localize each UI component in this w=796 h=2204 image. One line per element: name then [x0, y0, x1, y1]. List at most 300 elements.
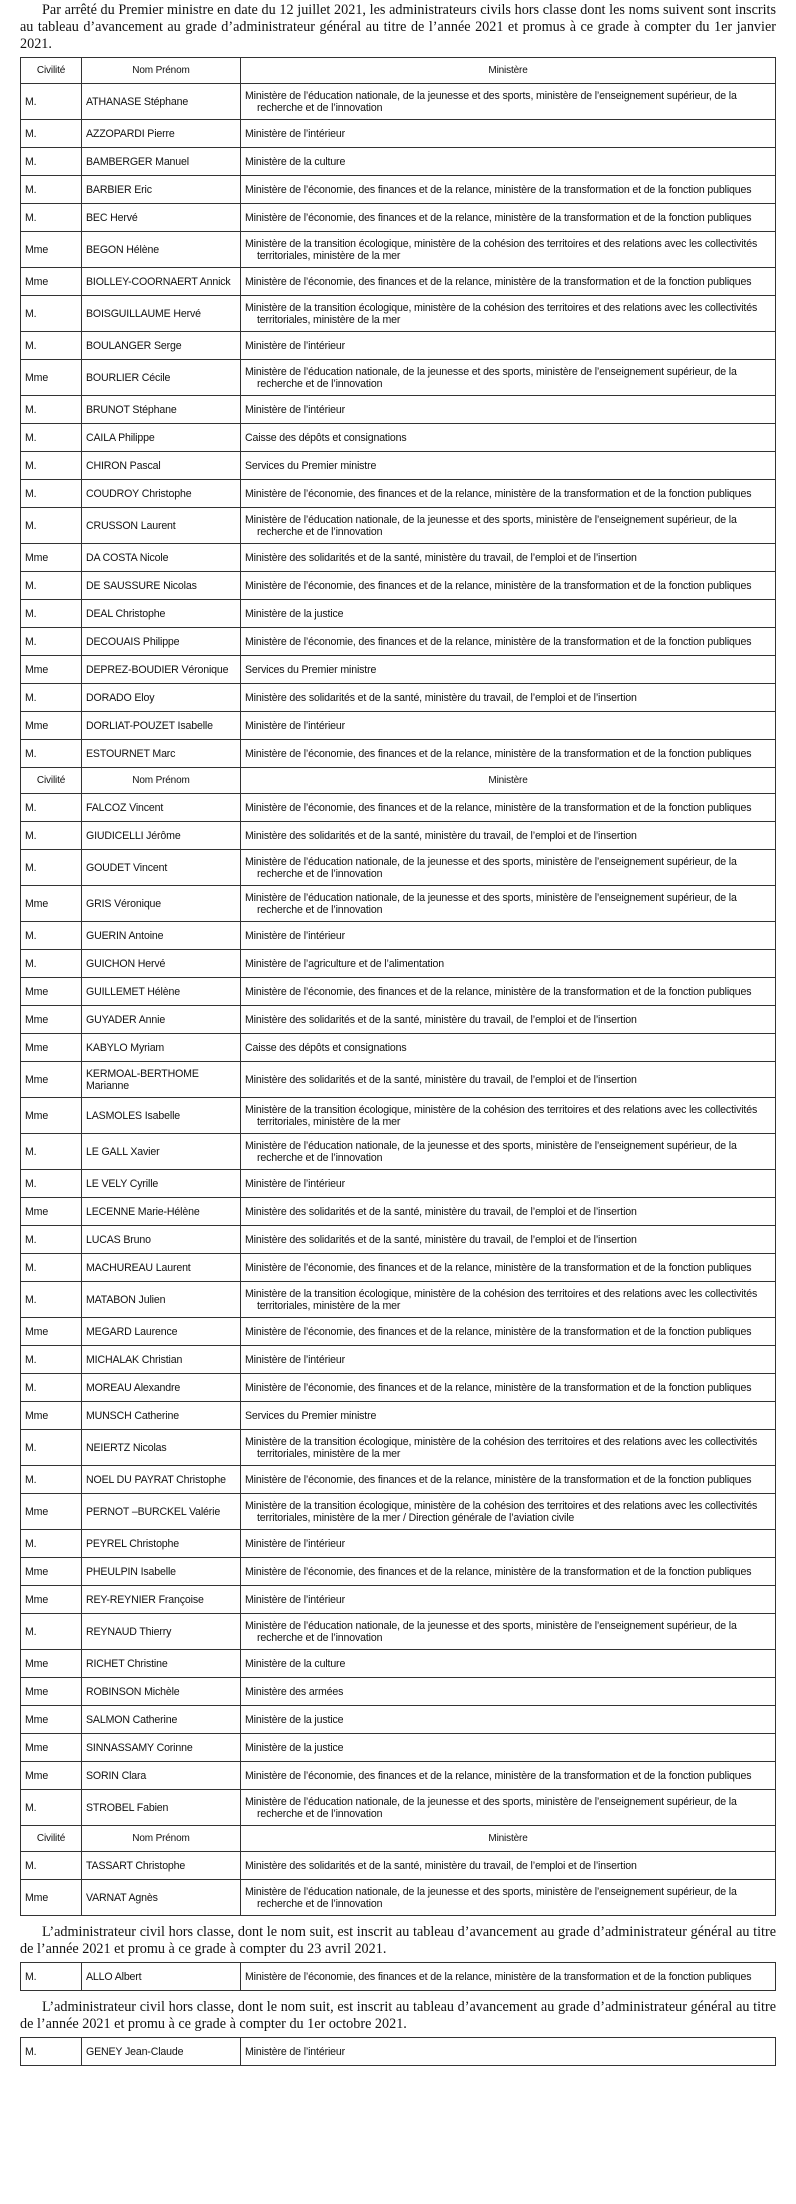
- table-row: [21, 232, 776, 268]
- name-text: LASMOLES Isabelle: [86, 1109, 181, 1122]
- name-cell: [82, 1226, 241, 1254]
- table-row: [21, 1963, 776, 1991]
- table-row: [21, 508, 776, 544]
- ministry-text-continued: recherche et de l’innovation: [257, 1151, 383, 1164]
- table-row: [21, 1062, 776, 1098]
- ministry-cell: [241, 1790, 776, 1826]
- civilite-cell: Mme: [21, 1586, 82, 1614]
- ministry-cell: [241, 1374, 776, 1402]
- civilite-cell: M.: [21, 822, 82, 850]
- ministry-text: Ministère de l’économie, des finances et de la relance, ministère de la transformation et de la fonction publiques: [245, 1473, 752, 1486]
- name-text: ALLO Albert: [86, 1970, 142, 1983]
- civilite-cell: M.: [21, 1466, 82, 1494]
- ministry-cell: [241, 232, 776, 268]
- civilite-cell: M.: [21, 1282, 82, 1318]
- name-text: MOREAU Alexandre: [86, 1381, 181, 1394]
- name-cell: [82, 1650, 241, 1678]
- name-text: PEYREL Christophe: [86, 1537, 180, 1550]
- name-text: STROBEL Fabien: [86, 1801, 169, 1814]
- name-cell: [82, 712, 241, 740]
- table-row: [21, 1880, 776, 1916]
- name-cell: [82, 1062, 241, 1098]
- ministry-text: Ministère de l’éducation nationale, de la jeunesse et des sports, ministère de l’enseignement supérieur, de la: [245, 855, 737, 868]
- ministry-text: Ministère de l’intérieur: [245, 1593, 346, 1606]
- table-row: [21, 600, 776, 628]
- civilite-cell: M.: [21, 1170, 82, 1198]
- name-cell: [82, 922, 241, 950]
- ministry-text: Ministère de l’économie, des finances et de la relance, ministère de la transformation et de la fonction publiques: [245, 275, 752, 288]
- table-2: [20, 1962, 776, 1991]
- table-row: [21, 1198, 776, 1226]
- ministry-text: Ministère de l’économie, des finances et de la relance, ministère de la transformation et de la fonction publiques: [245, 1970, 752, 1983]
- ministry-text-continued: territoriales, ministère de la mer: [257, 313, 401, 326]
- ministry-cell: [241, 1254, 776, 1282]
- ministry-cell: [241, 480, 776, 508]
- ministry-text: Services du Premier ministre: [245, 459, 377, 472]
- table-part-c: [20, 1825, 776, 1916]
- ministry-text: Ministère de l’économie, des finances et de la relance, ministère de la transformation et de la fonction publiques: [245, 801, 752, 814]
- name-text: SORIN Clara: [86, 1769, 147, 1782]
- intro-paragraph-1: Par arrêté du Premier ministre en date du 12 juillet 2021, les administrateurs civils hors classe dont les noms suivent sont inscrits au tableau d’avancement au grade d’administrateur général au titre de l’année 2021 et promus à ce grade à compter du 1er janvier 2021.: [20, 2, 776, 52]
- name-cell: [82, 1254, 241, 1282]
- civilite-cell: M.: [21, 628, 82, 656]
- name-text: GUERIN Antoine: [86, 929, 164, 942]
- table-row: [21, 1558, 776, 1586]
- name-text: VARNAT Agnès: [86, 1891, 158, 1904]
- civilite-cell: Mme: [21, 1678, 82, 1706]
- name-cell: [82, 1134, 241, 1170]
- civilite-cell: Mme: [21, 1318, 82, 1346]
- table-row: [21, 1006, 776, 1034]
- name-cell: [82, 148, 241, 176]
- ministry-text: Ministère de l’intérieur: [245, 339, 346, 352]
- civilite-cell: Mme: [21, 1762, 82, 1790]
- name-text: BARBIER Eric: [86, 183, 152, 196]
- table-row: [21, 84, 776, 120]
- name-cell: [82, 1790, 241, 1826]
- table-row: [21, 1852, 776, 1880]
- civilite-cell: Mme: [21, 1734, 82, 1762]
- name-cell: [82, 1374, 241, 1402]
- ministry-cell: [241, 1530, 776, 1558]
- table-row: [21, 1098, 776, 1134]
- name-text: CHIRON Pascal: [86, 459, 161, 472]
- name-cell: [82, 480, 241, 508]
- ministry-text: Ministère des solidarités et de la santé, ministère du travail, de l’emploi et de l’insertion: [245, 691, 637, 704]
- table-row: [21, 950, 776, 978]
- name-text: RICHET Christine: [86, 1657, 168, 1670]
- header-ministere: Ministère: [241, 58, 776, 84]
- name-cell: [82, 886, 241, 922]
- table-row: [21, 1494, 776, 1530]
- name-text: GENEY Jean-Claude: [86, 2045, 184, 2058]
- name-cell: [82, 204, 241, 232]
- ministry-cell: [241, 740, 776, 768]
- name-text: DORLIAT-POUZET Isabelle: [86, 719, 213, 732]
- name-cell: [82, 396, 241, 424]
- civilite-cell: M.: [21, 332, 82, 360]
- ministry-cell: [241, 1034, 776, 1062]
- ministry-cell: [241, 712, 776, 740]
- table-row: [21, 1762, 776, 1790]
- civilite-cell: M.: [21, 740, 82, 768]
- civilite-cell: M.: [21, 572, 82, 600]
- civilite-cell: M.: [21, 1963, 82, 1991]
- ministry-cell: [241, 1586, 776, 1614]
- ministry-text: Ministère de l’éducation nationale, de la jeunesse et des sports, ministère de l’enseignement supérieur, de la: [245, 1885, 737, 1898]
- name-cell: [82, 1198, 241, 1226]
- ministry-cell: [241, 950, 776, 978]
- table-row: [21, 1318, 776, 1346]
- ministry-text: Ministère de la transition écologique, ministère de la cohésion des territoires et des relations avec les collectivités: [245, 1435, 758, 1448]
- name-text: ROBINSON Michèle: [86, 1685, 180, 1698]
- table-3: [20, 2037, 776, 2066]
- header-nom: Nom Prénom: [82, 768, 241, 794]
- ministry-text: Caisse des dépôts et consignations: [245, 1041, 407, 1054]
- ministry-text: Ministère de l’intérieur: [245, 1177, 346, 1190]
- ministry-cell: [241, 1226, 776, 1254]
- table-row: [21, 1430, 776, 1466]
- civilite-cell: M.: [21, 850, 82, 886]
- ministry-text: Ministère de l’éducation nationale, de la jeunesse et des sports, ministère de l’enseignement supérieur, de la: [245, 365, 737, 378]
- name-cell: [82, 740, 241, 768]
- ministry-text-continued: recherche et de l’innovation: [257, 101, 383, 114]
- name-cell: [82, 1318, 241, 1346]
- table-row: [21, 1530, 776, 1558]
- civilite-cell: Mme: [21, 886, 82, 922]
- name-cell: [82, 1880, 241, 1916]
- name-text: TASSART Christophe: [86, 1859, 186, 1872]
- name-cell: [82, 1282, 241, 1318]
- ministry-text: Ministère de la transition écologique, ministère de la cohésion des territoires et des relations avec les collectivités: [245, 1287, 758, 1300]
- ministry-cell: [241, 1963, 776, 1991]
- ministry-cell: [241, 656, 776, 684]
- ministry-cell: [241, 424, 776, 452]
- name-cell: [82, 850, 241, 886]
- ministry-cell: [241, 1170, 776, 1198]
- ministry-cell: [241, 600, 776, 628]
- ministry-text: Ministère de l’économie, des finances et de la relance, ministère de la transformation et de la fonction publiques: [245, 1325, 752, 1338]
- ministry-cell: [241, 360, 776, 396]
- header-civilite: Civilité: [21, 768, 82, 794]
- civilite-cell: Mme: [21, 1402, 82, 1430]
- ministry-text: Caisse des dépôts et consignations: [245, 431, 407, 444]
- name-cell: [82, 508, 241, 544]
- name-cell: [82, 1586, 241, 1614]
- table-row: [21, 656, 776, 684]
- ministry-cell: [241, 794, 776, 822]
- table-row: [21, 396, 776, 424]
- civilite-cell: M.: [21, 84, 82, 120]
- ministry-cell: [241, 148, 776, 176]
- table-row: [21, 1346, 776, 1374]
- civilite-cell: M.: [21, 1226, 82, 1254]
- ministry-cell: [241, 452, 776, 480]
- ministry-text: Ministère de l’intérieur: [245, 1353, 346, 1366]
- name-text: DEPREZ-BOUDIER Véronique: [86, 663, 229, 676]
- ministry-text-continued: territoriales, ministère de la mer / Direction générale de l’aviation civile: [257, 1511, 575, 1524]
- ministry-cell: [241, 1678, 776, 1706]
- ministry-text-continued: recherche et de l’innovation: [257, 1897, 383, 1910]
- civilite-cell: Mme: [21, 1034, 82, 1062]
- ministry-cell: [241, 1762, 776, 1790]
- civilite-cell: Mme: [21, 360, 82, 396]
- name-text: DA COSTA Nicole: [86, 551, 169, 564]
- ministry-cell: [241, 572, 776, 600]
- civilite-cell: M.: [21, 1254, 82, 1282]
- name-cell: [82, 1678, 241, 1706]
- ministry-text: Ministère de la culture: [245, 1657, 346, 1670]
- ministry-text: Ministère de la transition écologique, ministère de la cohésion des territoires et des relations avec les collectivités: [245, 237, 758, 250]
- name-text: ESTOURNET Marc: [86, 747, 176, 760]
- ministry-text: Ministère de la culture: [245, 155, 346, 168]
- ministry-cell: [241, 544, 776, 572]
- name-text: DORADO Eloy: [86, 691, 155, 704]
- table-row: [21, 1734, 776, 1762]
- name-cell: [82, 1006, 241, 1034]
- table-row: [21, 544, 776, 572]
- name-cell: [82, 1034, 241, 1062]
- name-cell: [82, 1530, 241, 1558]
- ministry-cell: [241, 2038, 776, 2066]
- name-cell: [82, 822, 241, 850]
- name-text: COUDROY Christophe: [86, 487, 192, 500]
- name-cell: [82, 1170, 241, 1198]
- civilite-cell: M.: [21, 1134, 82, 1170]
- table-row: [21, 1170, 776, 1198]
- name-text: SALMON Catherine: [86, 1713, 178, 1726]
- name-text: CAILA Philippe: [86, 431, 155, 444]
- civilite-cell: M.: [21, 176, 82, 204]
- ministry-text-continued: recherche et de l’innovation: [257, 377, 383, 390]
- name-cell: [82, 176, 241, 204]
- name-text: GOUDET Vincent: [86, 861, 168, 874]
- table-row: [21, 360, 776, 396]
- table-row: [21, 204, 776, 232]
- name-text: BOISGUILLAUME Hervé: [86, 307, 201, 320]
- ministry-cell: [241, 628, 776, 656]
- ministry-text-continued: territoriales, ministère de la mer: [257, 1299, 401, 1312]
- ministry-cell: [241, 1198, 776, 1226]
- civilite-cell: M.: [21, 424, 82, 452]
- ministry-text-continued: recherche et de l’innovation: [257, 903, 383, 916]
- table-part-c-body: [21, 1826, 776, 1916]
- document-page: [20, 0, 776, 2066]
- ministry-cell: [241, 1880, 776, 1916]
- name-text: LE GALL Xavier: [86, 1145, 160, 1158]
- ministry-text: Ministère de l’intérieur: [245, 719, 346, 732]
- ministry-cell: [241, 268, 776, 296]
- ministry-text: Ministère de l’économie, des finances et de la relance, ministère de la transformation et de la fonction publiques: [245, 211, 752, 224]
- ministry-text: Ministère des solidarités et de la santé, ministère du travail, de l’emploi et de l’insertion: [245, 1859, 637, 1872]
- name-text: ATHANASE Stéphane: [86, 95, 189, 108]
- name-text: BRUNOT Stéphane: [86, 403, 177, 416]
- table-row: [21, 1226, 776, 1254]
- ministry-text: Ministère de l’économie, des finances et de la relance, ministère de la transformation et de la fonction publiques: [245, 1381, 752, 1394]
- table-row: [21, 176, 776, 204]
- name-text: GUYADER Annie: [86, 1013, 166, 1026]
- ministry-cell: [241, 1346, 776, 1374]
- ministry-cell: [241, 1466, 776, 1494]
- table-row: [21, 850, 776, 886]
- name-text: REY-REYNIER Françoise: [86, 1593, 204, 1606]
- civilite-cell: Mme: [21, 1062, 82, 1098]
- ministry-cell: [241, 1650, 776, 1678]
- ministry-cell: [241, 850, 776, 886]
- name-cell: [82, 424, 241, 452]
- ministry-text: Ministère de l’économie, des finances et de la relance, ministère de la transformation et de la fonction publiques: [245, 1261, 752, 1274]
- ministry-cell: [241, 1006, 776, 1034]
- name-text: PERNOT –BURCKEL Valérie: [86, 1505, 221, 1518]
- name-text: MEGARD Laurence: [86, 1325, 178, 1338]
- name-text: BEC Hervé: [86, 211, 138, 224]
- name-cell: [82, 1963, 241, 1991]
- civilite-cell: Mme: [21, 1880, 82, 1916]
- ministry-cell: [241, 1282, 776, 1318]
- name-cell: [82, 1852, 241, 1880]
- civilite-cell: M.: [21, 296, 82, 332]
- table-row: [21, 1282, 776, 1318]
- ministry-cell: [241, 176, 776, 204]
- civilite-cell: Mme: [21, 1198, 82, 1226]
- table-row: [21, 740, 776, 768]
- civilite-cell: M.: [21, 1852, 82, 1880]
- name-text: GUICHON Hervé: [86, 957, 166, 970]
- name-text: MUNSCH Catherine: [86, 1409, 179, 1422]
- civilite-cell: M.: [21, 950, 82, 978]
- civilite-cell: Mme: [21, 978, 82, 1006]
- ministry-text: Ministère de l’économie, des finances et de la relance, ministère de la transformation et de la fonction publiques: [245, 487, 752, 500]
- table-row: [21, 1034, 776, 1062]
- table-row: [21, 1134, 776, 1170]
- table-row: [21, 332, 776, 360]
- table-row: [21, 452, 776, 480]
- ministry-text: Ministère de l’économie, des finances et de la relance, ministère de la transformation et de la fonction publiques: [245, 1769, 752, 1782]
- ministry-text: Ministère des solidarités et de la santé, ministère du travail, de l’emploi et de l’insertion: [245, 1205, 637, 1218]
- table-row: [21, 1586, 776, 1614]
- table-2-body: [21, 1963, 776, 1991]
- civilite-cell: M.: [21, 204, 82, 232]
- civilite-cell: M.: [21, 120, 82, 148]
- name-cell: [82, 2038, 241, 2066]
- ministry-cell: [241, 396, 776, 424]
- name-cell: [82, 656, 241, 684]
- ministry-cell: [241, 1062, 776, 1098]
- table-part-b: [20, 767, 776, 1826]
- ministry-text: Ministère des solidarités et de la santé, ministère du travail, de l’emploi et de l’insertion: [245, 1073, 637, 1086]
- name-cell: [82, 684, 241, 712]
- table-row: [21, 480, 776, 508]
- name-text: BIOLLEY-COORNAERT Annick: [86, 275, 231, 288]
- name-cell: [82, 120, 241, 148]
- table-row: [21, 1466, 776, 1494]
- civilite-cell: Mme: [21, 268, 82, 296]
- table-row: [21, 1402, 776, 1430]
- ministry-cell: [241, 204, 776, 232]
- header-nom: Nom Prénom: [82, 58, 241, 84]
- table-row: [21, 922, 776, 950]
- ministry-text: Ministère de la transition écologique, ministère de la cohésion des territoires et des relations avec les collectivités: [245, 1499, 758, 1512]
- table-row: [21, 1706, 776, 1734]
- table-row: [21, 1650, 776, 1678]
- name-text: KABYLO Myriam: [86, 1041, 165, 1054]
- table-row: [21, 1254, 776, 1282]
- ministry-text: Ministère de l’économie, des finances et de la relance, ministère de la transformation et de la fonction publiques: [245, 747, 752, 760]
- name-text: NOEL DU PAYRAT Christophe: [86, 1473, 226, 1486]
- name-text: MATABON Julien: [86, 1293, 166, 1306]
- ministry-cell: [241, 1134, 776, 1170]
- ministry-text: Ministère des solidarités et de la santé, ministère du travail, de l’emploi et de l’insertion: [245, 1013, 637, 1026]
- name-cell: [82, 1706, 241, 1734]
- civilite-cell: M.: [21, 1530, 82, 1558]
- header-ministere: Ministère: [241, 1826, 776, 1852]
- civilite-cell: Mme: [21, 1494, 82, 1530]
- name-cell: [82, 1402, 241, 1430]
- ministry-cell: [241, 1098, 776, 1134]
- name-cell: [82, 84, 241, 120]
- ministry-text: Ministère de l’économie, des finances et de la relance, ministère de la transformation et de la fonction publiques: [245, 635, 752, 648]
- ministry-text-continued: territoriales, ministère de la mer: [257, 1115, 401, 1128]
- name-text: BOULANGER Serge: [86, 339, 182, 352]
- name-cell: [82, 572, 241, 600]
- ministry-text: Ministère de l’agriculture et de l’alimentation: [245, 957, 445, 970]
- name-text: GIUDICELLI Jérôme: [86, 829, 181, 842]
- intro-paragraph-3: L’administrateur civil hors classe, dont le nom suit, est inscrit au tableau d’avancement au grade d’administrateur général au titre de l’année 2021 et promu à ce grade à compter du 1er octobre 2021.: [20, 1999, 776, 2032]
- civilite-cell: M.: [21, 480, 82, 508]
- ministry-text-continued: recherche et de l’innovation: [257, 1631, 383, 1644]
- name-text: LECENNE Marie-Hélène: [86, 1205, 200, 1218]
- table-row: [21, 268, 776, 296]
- civilite-cell: M.: [21, 148, 82, 176]
- ministry-cell: [241, 332, 776, 360]
- name-text: GRIS Véronique: [86, 897, 162, 910]
- header-civilite: Civilité: [21, 58, 82, 84]
- name-cell: [82, 1734, 241, 1762]
- name-cell: [82, 268, 241, 296]
- civilite-cell: Mme: [21, 712, 82, 740]
- ministry-text: Ministère de l’intérieur: [245, 2045, 346, 2058]
- ministry-cell: [241, 1558, 776, 1586]
- header-nom: Nom Prénom: [82, 1826, 241, 1852]
- table-row: [21, 978, 776, 1006]
- name-cell: [82, 232, 241, 268]
- civilite-cell: M.: [21, 600, 82, 628]
- civilite-cell: Mme: [21, 1650, 82, 1678]
- ministry-cell: [241, 1852, 776, 1880]
- ministry-text: Ministère des solidarités et de la santé, ministère du travail, de l’emploi et de l’insertion: [245, 829, 637, 842]
- ministry-text: Ministère des solidarités et de la santé, ministère du travail, de l’emploi et de l’insertion: [245, 551, 637, 564]
- name-cell: [82, 1098, 241, 1134]
- civilite-cell: Mme: [21, 1558, 82, 1586]
- name-text: FALCOZ Vincent: [86, 801, 164, 814]
- name-text-continued: Marianne: [86, 1079, 129, 1092]
- ministry-cell: [241, 1614, 776, 1650]
- ministry-text-continued: recherche et de l’innovation: [257, 1807, 383, 1820]
- ministry-cell: [241, 1430, 776, 1466]
- ministry-text: Ministère de l’éducation nationale, de la jeunesse et des sports, ministère de l’enseignement supérieur, de la: [245, 513, 737, 526]
- ministry-text: Ministère de l’éducation nationale, de la jeunesse et des sports, ministère de l’enseignement supérieur, de la: [245, 1619, 737, 1632]
- name-text: LE VELY Cyrille: [86, 1177, 159, 1190]
- civilite-cell: M.: [21, 794, 82, 822]
- ministry-cell: [241, 978, 776, 1006]
- name-text: NEIERTZ Nicolas: [86, 1441, 167, 1454]
- ministry-cell: [241, 120, 776, 148]
- name-cell: [82, 1558, 241, 1586]
- ministry-text: Ministère des armées: [245, 1685, 344, 1698]
- table-row: [21, 822, 776, 850]
- ministry-cell: [241, 1494, 776, 1530]
- ministry-text-continued: territoriales, ministère de la mer: [257, 249, 401, 262]
